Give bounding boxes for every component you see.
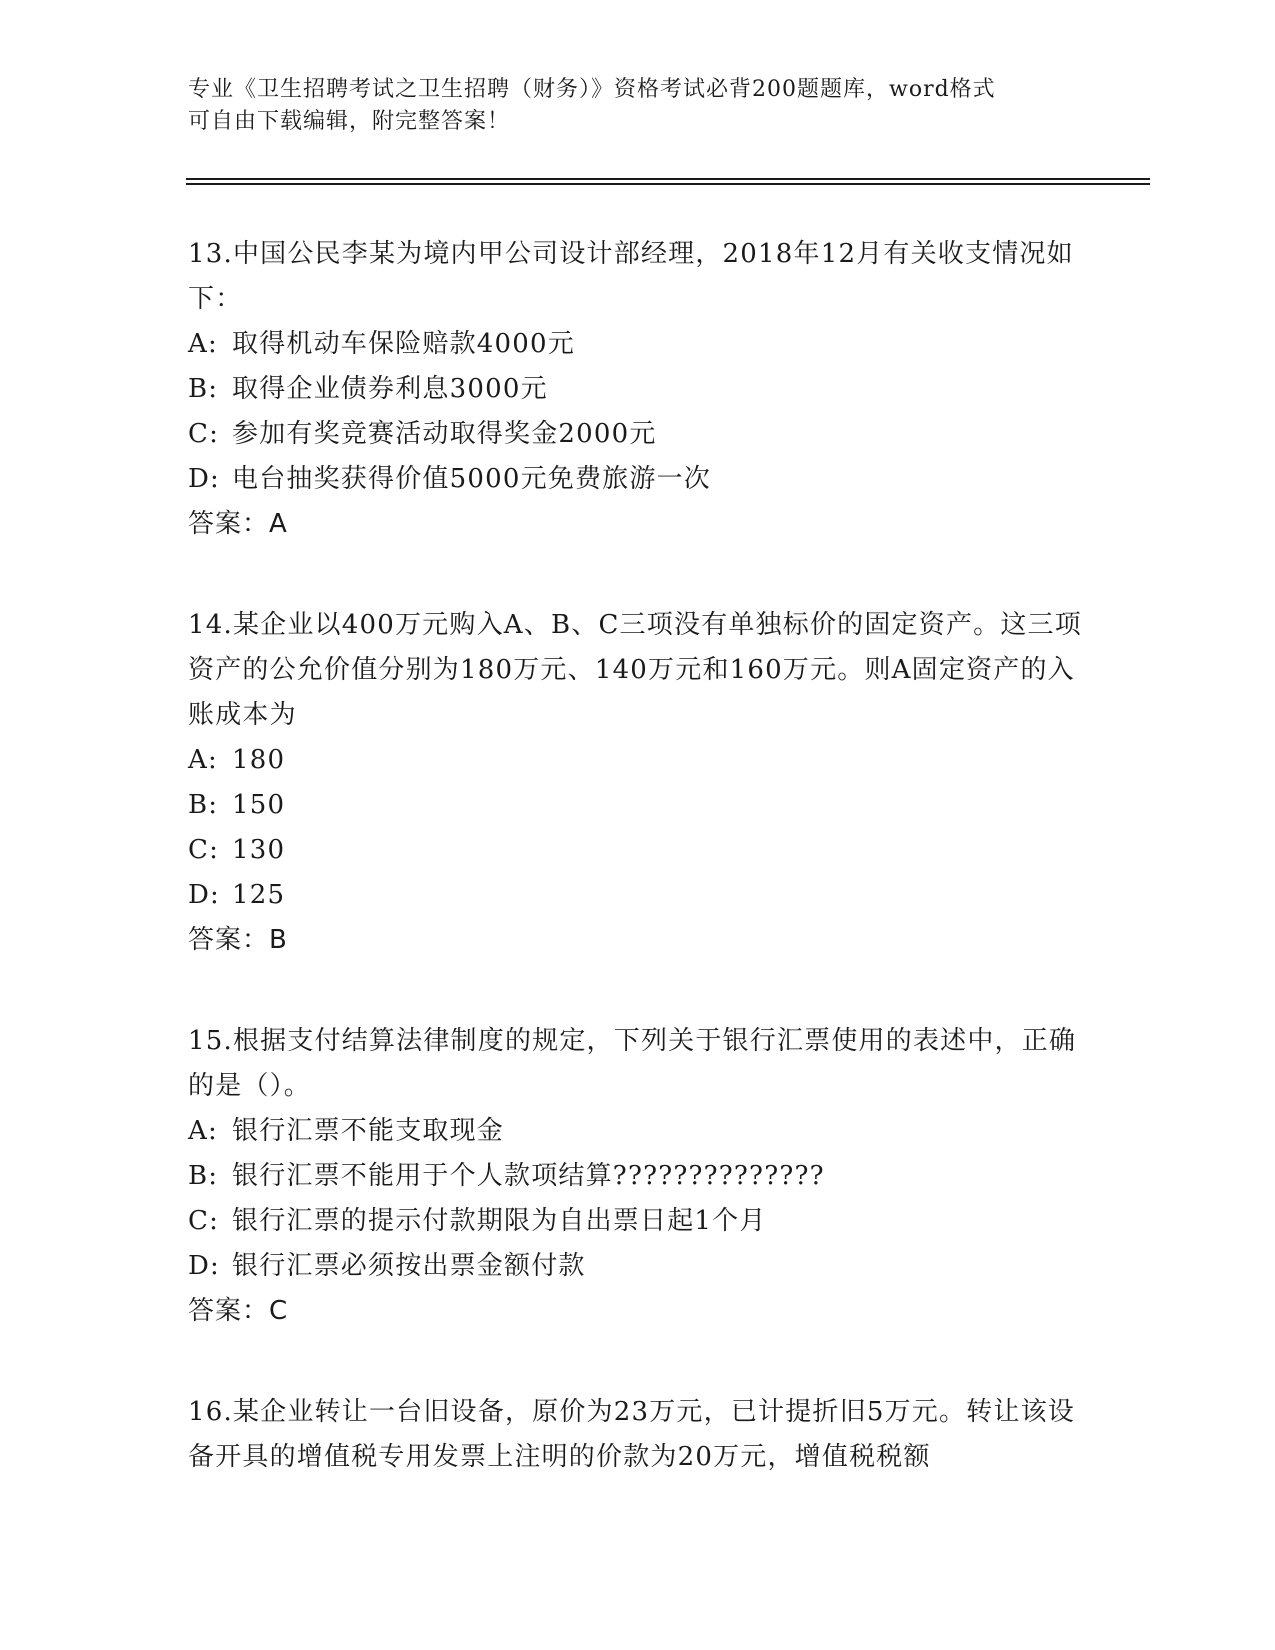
option-text: 取得机动车保险赔款4000元 [232, 329, 575, 359]
option-b [188, 1154, 1088, 1199]
option-text: 电台抽奖获得价值5000元免费旅游一次 [232, 464, 711, 494]
option-letter: C: [188, 1206, 220, 1236]
option-letter: D: [188, 464, 221, 494]
question-stem: 15.根据支付结算法律制度的规定，下列关于银行汇票使用的表述中，正确的是（）。 [188, 1026, 1077, 1101]
option-letter: C: [188, 419, 220, 449]
option-letter: D: [188, 1251, 221, 1281]
option-c [188, 412, 1088, 457]
option-letter: B: [188, 1161, 219, 1191]
option-a [188, 1109, 1088, 1154]
option-d [188, 1244, 1088, 1289]
option-letter: B: [188, 790, 219, 820]
option-text: 125 [232, 880, 286, 910]
answer: 答案：A [188, 509, 288, 539]
question-stem: 14.某企业以400万元购入A、B、C三项没有单独标价的固定资产。这三项资产的公允价值分别为180万元、140万元和160万元。则A固定资产的入账成本为 [188, 610, 1082, 730]
option-letter: C: [188, 835, 220, 865]
option-text: 130 [232, 835, 286, 865]
option-text: 银行汇票的提示付款期限为自出票日起1个月 [232, 1206, 767, 1236]
header-divider-top [186, 178, 1150, 180]
option-c [188, 1199, 1088, 1244]
option-a [188, 738, 1088, 783]
option-text: 银行汇票不能用于个人款项结算?????????????? [232, 1161, 825, 1191]
option-text: 150 [232, 790, 286, 820]
option-text: 参加有奖竞赛活动取得奖金2000元 [232, 419, 657, 449]
option-c [188, 828, 1088, 873]
option-text: 180 [232, 745, 286, 775]
option-text: 银行汇票必须按出票金额付款 [232, 1251, 586, 1281]
option-b [188, 783, 1088, 828]
question-16 [188, 1390, 1088, 1480]
option-text: 取得企业债券利息3000元 [232, 374, 548, 404]
header-line-2: 可自由下载编辑，附完整答案！ [188, 109, 511, 134]
header-line-1: 专业《卫生招聘考试之卫生招聘（财务）》资格考试必背200题题库，word格式 [188, 77, 996, 102]
question-stem: 13.中国公民李某为境内甲公司设计部经理，2018年12月有关收支情况如下： [188, 239, 1074, 314]
document-header [188, 74, 1068, 138]
answer: 答案：C [188, 1296, 289, 1326]
option-letter: A: [188, 329, 218, 359]
option-letter: A: [188, 745, 218, 775]
option-a [188, 322, 1088, 367]
header-divider-bottom [186, 183, 1150, 185]
option-d [188, 457, 1088, 502]
question-15 [188, 1019, 1088, 1334]
question-stem: 16.某企业转让一台旧设备，原价为23万元，已计提折旧5万元。转让该设备开具的增值税专用发票上注明的价款为20万元，增值税税额 [188, 1397, 1075, 1472]
option-b [188, 367, 1088, 412]
option-letter: A: [188, 1116, 218, 1146]
question-14 [188, 603, 1088, 963]
option-letter: D: [188, 880, 221, 910]
option-d [188, 873, 1088, 918]
answer: 答案：B [188, 925, 288, 955]
option-text: 银行汇票不能支取现金 [232, 1116, 505, 1146]
question-13 [188, 232, 1088, 547]
option-letter: B: [188, 374, 219, 404]
question-list [188, 232, 1088, 1536]
